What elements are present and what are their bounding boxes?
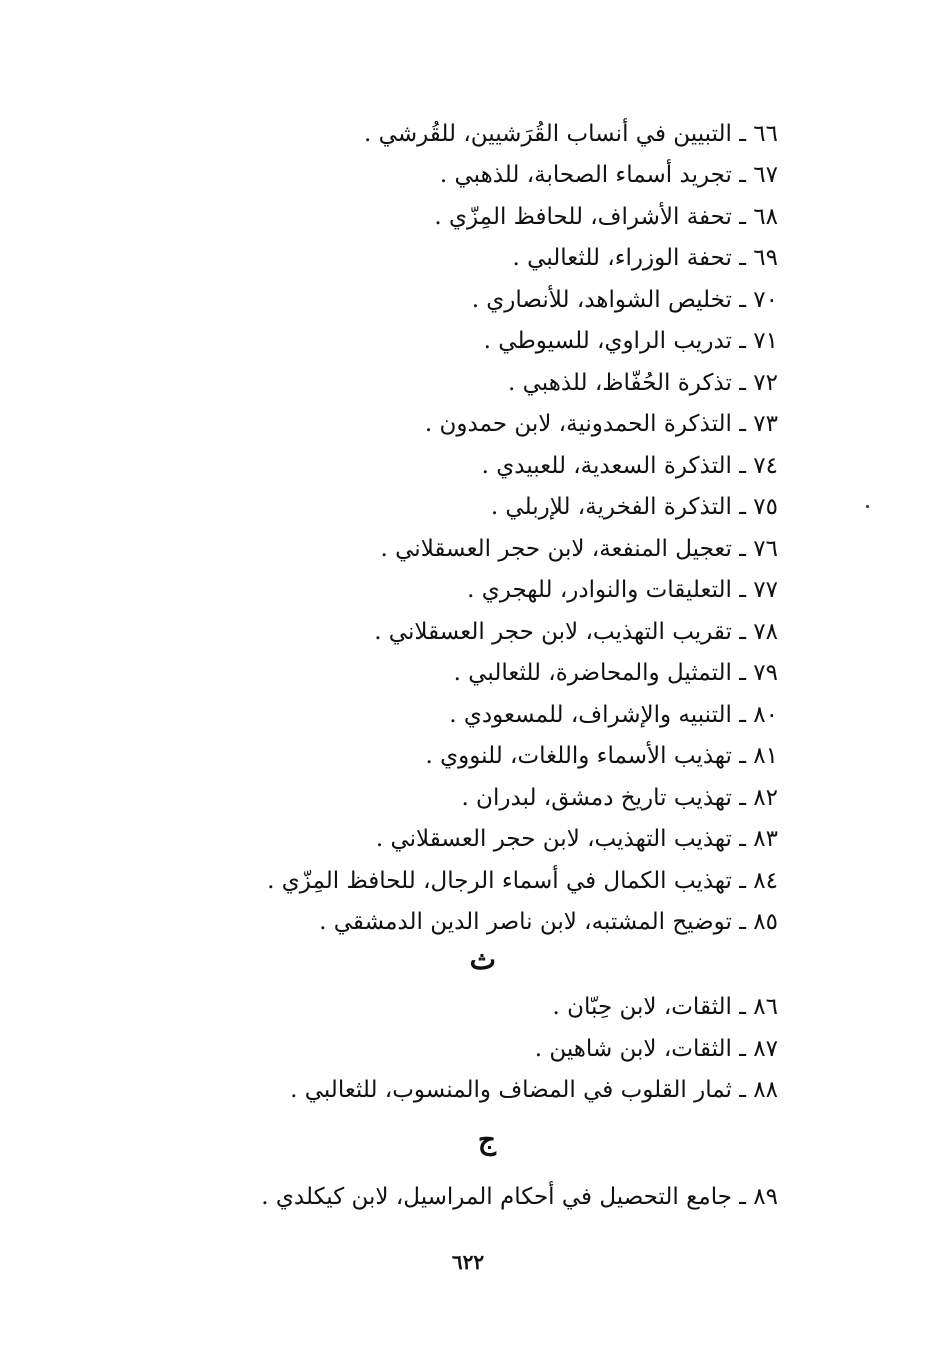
list-item: ٦٦ ـ التبيين في أنساب القُرَشيين، للقُرشي . xyxy=(364,121,778,147)
list-item: ٨٨ ـ ثمار القلوب في المضاف والمنسوب، للثعالبي . xyxy=(290,1077,778,1103)
list-item: ٨٣ ـ تهذيب التهذيب، لابن حجر العسقلاني . xyxy=(375,826,778,852)
list-item: ٨٦ ـ الثقات، لابن حِبّان . xyxy=(552,994,778,1020)
list-item: ٨١ ـ تهذيب الأسماء واللغات، للنووي . xyxy=(425,743,778,769)
list-item: ٨٥ ـ توضيح المشتبه، لابن ناصر الدين الدمشقي . xyxy=(319,909,778,935)
list-item: ٧٦ ـ تعجيل المنفعة، لابن حجر العسقلاني . xyxy=(380,536,778,562)
list-item: ٧٤ ـ التذكرة السعدية، للعبيدي . xyxy=(481,453,778,479)
list-item: ٨٤ ـ تهذيب الكمال في أسماء الرجال، للحافظ المِزّي . xyxy=(267,868,778,894)
list-item: ٧٧ ـ التعليقات والنوادر، للهجري . xyxy=(467,577,778,603)
list-item: ٧٠ ـ تخليص الشواهد، للأنصاري . xyxy=(471,287,778,313)
list-item: ٦٨ ـ تحفة الأشراف، للحافظ المِزّي . xyxy=(434,204,778,230)
list-item: ٦٩ ـ تحفة الوزراء، للثعالبي . xyxy=(512,245,778,271)
list-item: ٨٩ ـ جامع التحصيل في أحكام المراسيل، لابن كيكلدي . xyxy=(261,1184,778,1210)
page-number: ٦٢٢ xyxy=(451,1250,485,1274)
list-item: ٨٧ ـ الثقات، لابن شاهين . xyxy=(534,1036,778,1062)
section-heading: ج xyxy=(477,1123,496,1156)
list-item: ٨٢ ـ تهذيب تاريخ دمشق، لبدران . xyxy=(461,785,778,811)
list-item: ٧٣ ـ التذكرة الحمدونية، لابن حمدون . xyxy=(424,411,778,437)
scan-speck xyxy=(866,505,869,508)
list-item: ٦٧ ـ تجريد أسماء الصحابة، للذهبي . xyxy=(439,162,778,188)
list-item: ٧٩ ـ التمثيل والمحاضرة، للثعالبي . xyxy=(453,660,778,686)
list-item: ٨٠ ـ التنبيه والإشراف، للمسعودي . xyxy=(449,702,778,728)
list-item: ٧٥ ـ التذكرة الفخرية، للإربلي . xyxy=(490,494,778,520)
list-item: ٧٨ ـ تقريب التهذيب، لابن حجر العسقلاني . xyxy=(374,619,778,645)
section-heading: ث xyxy=(469,943,496,976)
list-item: ٧٢ ـ تذكرة الحُفّاظ، للذهبي . xyxy=(507,370,778,396)
list-item: ٧١ ـ تدريب الراوي، للسيوطي . xyxy=(483,328,778,354)
